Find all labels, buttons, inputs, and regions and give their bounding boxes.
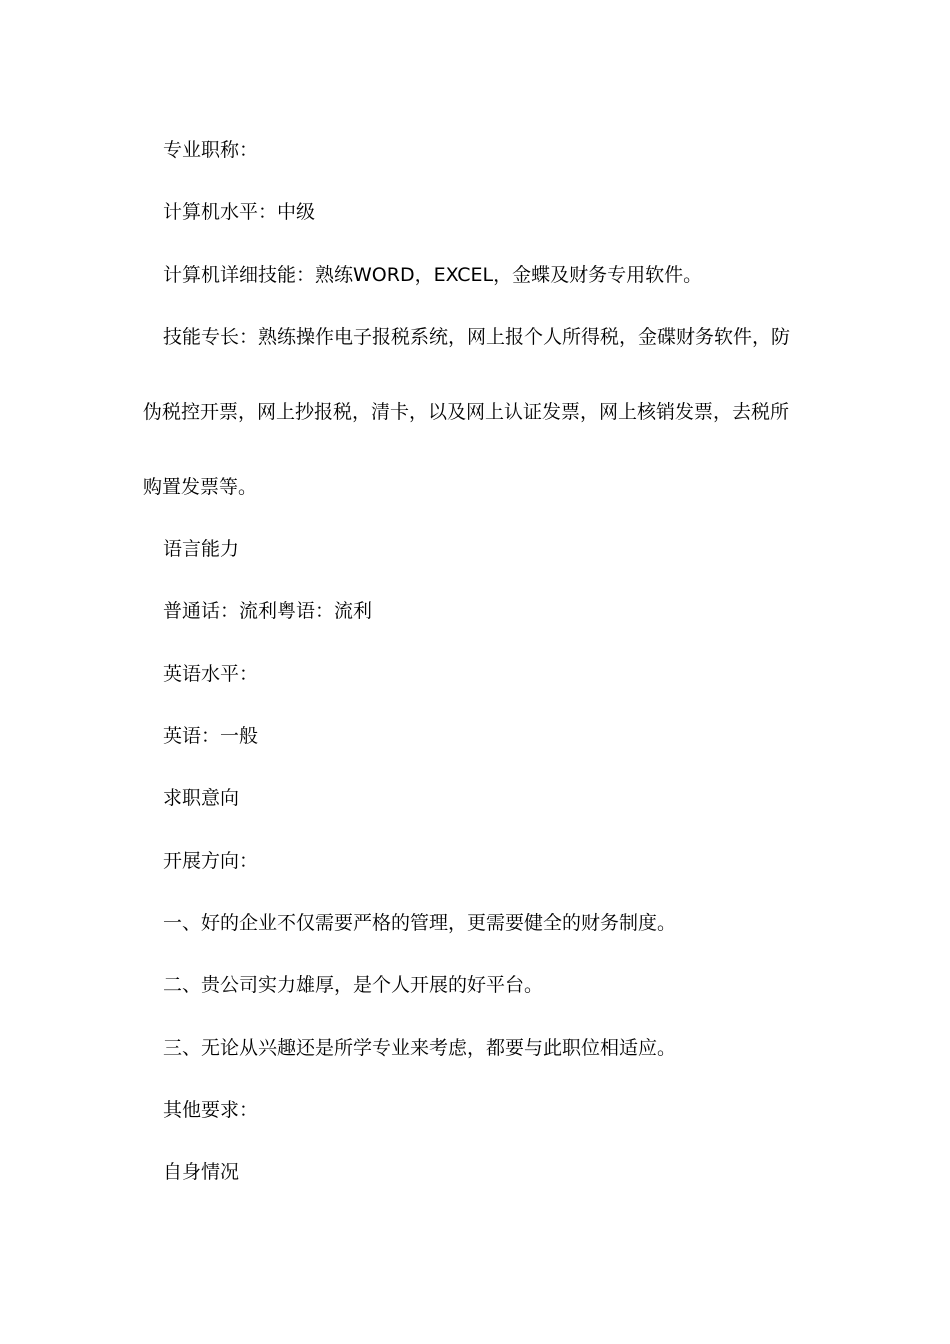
- english-line: 英语：一般: [163, 725, 259, 747]
- direction-item-1: 一、好的企业不仅需要严格的管理，更需要健全的财务制度。: [163, 912, 677, 934]
- skill-specialty-line-1: 技能专长：熟练操作电子报税系统，网上报个人所得税，金碟财务软件，防: [163, 326, 791, 348]
- direction-item-2: 二、贵公司实力雄厚，是个人开展的好平台。: [163, 974, 544, 996]
- computer-skills-line: 计算机详细技能：熟练WORD，EXCEL，金蝶及财务专用软件。: [163, 264, 703, 286]
- professional-title-line: 专业职称：: [163, 139, 259, 161]
- mandarin-cantonese-line: 普通话：流利粤语：流利: [163, 600, 373, 622]
- direction-item-3: 三、无论从兴趣还是所学专业来考虑，都要与此职位相适应。: [163, 1037, 677, 1059]
- computer-level-line: 计算机水平：中级: [163, 201, 316, 223]
- skill-specialty-line-3: 购置发票等。: [143, 476, 258, 498]
- job-intention-heading: 求职意向: [163, 787, 240, 809]
- language-ability-heading: 语言能力: [163, 538, 240, 560]
- skill-specialty-line-2: 伪税控开票，网上抄报税，清卡，以及网上认证发票，网上核销发票，去税所: [143, 401, 790, 423]
- english-level-line: 英语水平：: [163, 663, 259, 685]
- development-direction-line: 开展方向：: [163, 850, 259, 872]
- other-requirements-line: 其他要求：: [163, 1099, 259, 1121]
- self-situation-heading: 自身情况: [163, 1161, 240, 1183]
